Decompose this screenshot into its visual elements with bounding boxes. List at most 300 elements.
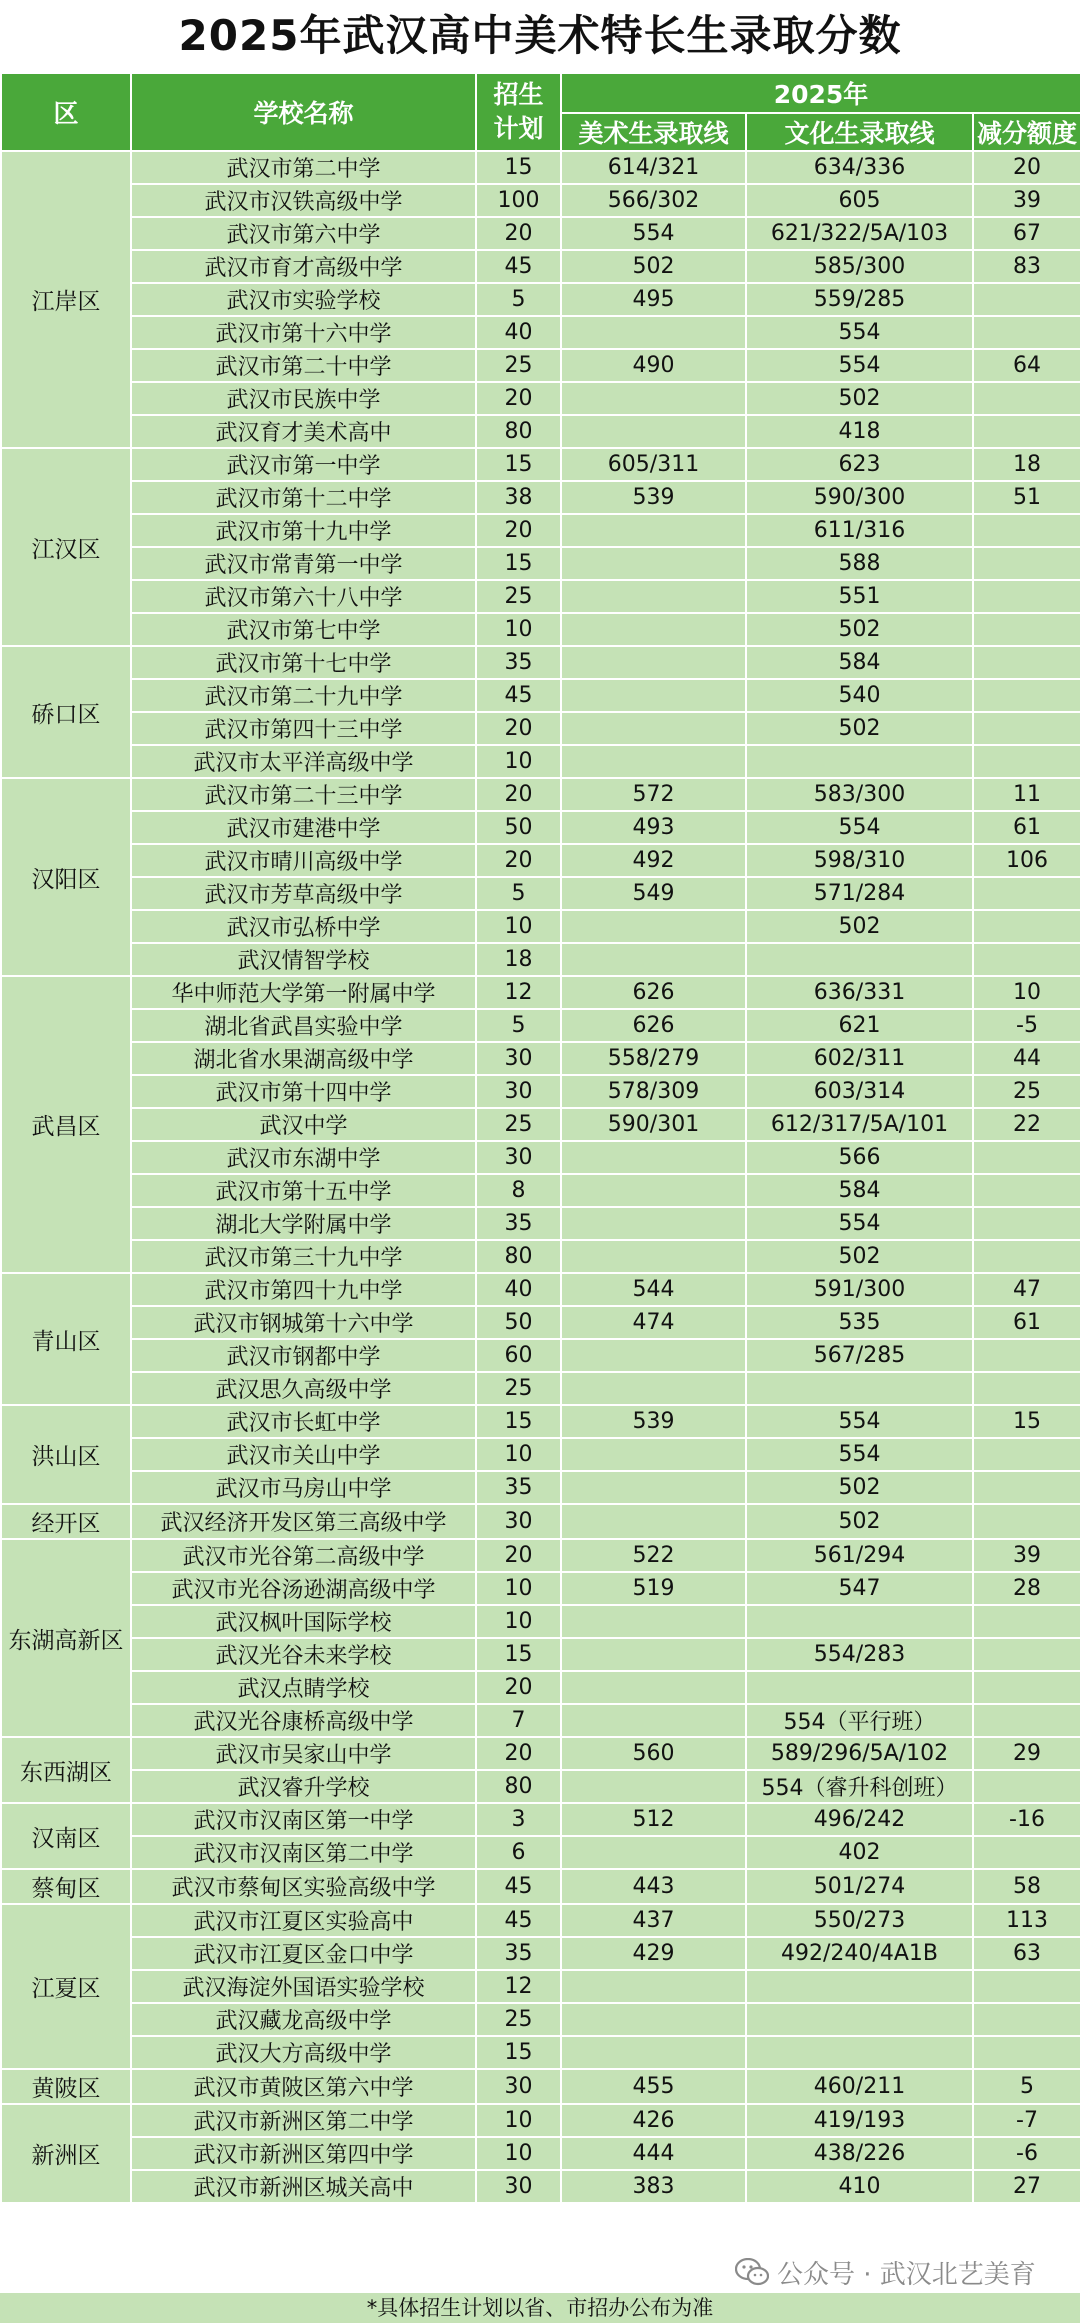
culture-line-cell: 554: [746, 316, 973, 349]
plan-cell: 25: [476, 2003, 561, 2036]
reduction-cell: 67: [973, 217, 1080, 250]
art-line-cell: [561, 514, 746, 547]
plan-cell: 40: [476, 1273, 561, 1306]
culture-line-cell: 502: [746, 1240, 973, 1273]
table-row: [1, 1240, 1080, 1273]
table-row: [1, 382, 1080, 415]
art-line-cell: [561, 943, 746, 976]
culture-line-cell: [746, 1372, 973, 1405]
plan-cell: 15: [476, 151, 561, 184]
art-line-cell: 539: [561, 481, 746, 514]
art-line-cell: 426: [561, 2104, 746, 2137]
culture-line-cell: 501/274: [746, 1869, 973, 1904]
culture-line-cell: 502: [746, 382, 973, 415]
reduction-cell: 61: [973, 1306, 1080, 1339]
reduction-cell: [973, 283, 1080, 316]
reduction-cell: [973, 1471, 1080, 1504]
art-line-cell: 383: [561, 2170, 746, 2203]
culture-line-cell: 567/285: [746, 1339, 973, 1372]
plan-cell: 30: [476, 2170, 561, 2203]
plan-cell: 20: [476, 514, 561, 547]
plan-cell: 80: [476, 415, 561, 448]
table-row: [1, 514, 1080, 547]
art-line-cell: 492: [561, 844, 746, 877]
culture-line-cell: [746, 1671, 973, 1704]
table-row: [1, 712, 1080, 745]
art-line-cell: 605/311: [561, 448, 746, 481]
plan-cell: 45: [476, 1904, 561, 1937]
art-line-cell: 495: [561, 283, 746, 316]
table-row: [1, 976, 1080, 1009]
culture-line-cell: 554: [746, 1405, 973, 1438]
art-line-cell: [561, 1372, 746, 1405]
school-name-cell: 武汉市黄陂区第六中学: [131, 2069, 476, 2104]
school-name-cell: 武汉市民族中学: [131, 382, 476, 415]
district-cell: 武昌区: [1, 976, 131, 1273]
plan-cell: 10: [476, 1438, 561, 1471]
plan-cell: 25: [476, 580, 561, 613]
school-name-cell: 武汉市江夏区金口中学: [131, 1937, 476, 1970]
table-row: [1, 547, 1080, 580]
school-name-cell: 武汉情智学校: [131, 943, 476, 976]
reduction-cell: [973, 1836, 1080, 1869]
art-line-cell: [561, 316, 746, 349]
culture-line-cell: [746, 1970, 973, 2003]
reduction-cell: [973, 910, 1080, 943]
table-row: [1, 745, 1080, 778]
reduction-cell: [973, 415, 1080, 448]
district-cell: 青山区: [1, 1273, 131, 1405]
table-row: [1, 1539, 1080, 1572]
school-name-cell: 湖北省武昌实验中学: [131, 1009, 476, 1042]
table-row: [1, 481, 1080, 514]
plan-cell: 20: [476, 844, 561, 877]
table-row: [1, 1405, 1080, 1438]
plan-cell: 20: [476, 1671, 561, 1704]
culture-line-cell: 603/314: [746, 1075, 973, 1108]
plan-cell: 10: [476, 910, 561, 943]
art-line-cell: [561, 745, 746, 778]
table-row: [1, 1075, 1080, 1108]
table-row: [1, 2104, 1080, 2137]
culture-line-cell: 584: [746, 1174, 973, 1207]
table-row: [1, 283, 1080, 316]
reduction-cell: 10: [973, 976, 1080, 1009]
school-name-cell: 武汉大方高级中学: [131, 2036, 476, 2069]
culture-line-cell: 598/310: [746, 844, 973, 877]
culture-line-cell: 554: [746, 811, 973, 844]
table-row: [1, 1273, 1080, 1306]
table-row: [1, 679, 1080, 712]
art-line-cell: [561, 1671, 746, 1704]
district-cell: 黄陂区: [1, 2069, 131, 2104]
reduction-cell: [973, 1605, 1080, 1638]
art-line-cell: 512: [561, 1803, 746, 1836]
reduction-cell: [973, 1372, 1080, 1405]
art-line-cell: 444: [561, 2137, 746, 2170]
plan-cell: 30: [476, 1504, 561, 1539]
plan-cell: 38: [476, 481, 561, 514]
plan-cell: 30: [476, 1141, 561, 1174]
culture-line-cell: [746, 1605, 973, 1638]
plan-cell: 10: [476, 745, 561, 778]
art-line-cell: [561, 646, 746, 679]
school-name-cell: 武汉市第十五中学: [131, 1174, 476, 1207]
school-name-cell: 武汉市关山中学: [131, 1438, 476, 1471]
reduction-cell: [973, 745, 1080, 778]
header-district: 区: [1, 73, 131, 151]
school-name-cell: 武汉市长虹中学: [131, 1405, 476, 1438]
school-name-cell: 武汉市太平洋高级中学: [131, 745, 476, 778]
district-cell: 蔡甸区: [1, 1869, 131, 1904]
culture-line-cell: 554（平行班）: [746, 1704, 973, 1737]
plan-cell: 35: [476, 1471, 561, 1504]
reduction-cell: [973, 382, 1080, 415]
culture-line-cell: [746, 745, 973, 778]
table-row: [1, 1836, 1080, 1869]
table-row: [1, 1869, 1080, 1904]
school-name-cell: 武汉光谷康桥高级中学: [131, 1704, 476, 1737]
table-row: [1, 2036, 1080, 2069]
plan-cell: 30: [476, 2069, 561, 2104]
reduction-cell: [973, 1770, 1080, 1803]
plan-cell: 10: [476, 2137, 561, 2170]
district-cell: 硚口区: [1, 646, 131, 778]
culture-line-cell: 585/300: [746, 250, 973, 283]
art-line-cell: [561, 1504, 746, 1539]
table-row: [1, 1970, 1080, 2003]
school-name-cell: 武汉市蔡甸区实验高级中学: [131, 1869, 476, 1904]
reduction-cell: 51: [973, 481, 1080, 514]
school-name-cell: 武汉市第四十三中学: [131, 712, 476, 745]
reduction-cell: 39: [973, 1539, 1080, 1572]
table-row: [1, 910, 1080, 943]
table-row: [1, 778, 1080, 811]
table-row: [1, 1471, 1080, 1504]
reduction-cell: [973, 1141, 1080, 1174]
school-name-cell: 湖北省水果湖高级中学: [131, 1042, 476, 1075]
plan-cell: 10: [476, 613, 561, 646]
district-cell: 江岸区: [1, 151, 131, 448]
school-name-cell: 武汉市第二十中学: [131, 349, 476, 382]
admission-table: [0, 72, 1080, 2204]
district-cell: 东西湖区: [1, 1737, 131, 1803]
table-row: [1, 151, 1080, 184]
school-name-cell: 武汉市汉铁高级中学: [131, 184, 476, 217]
reduction-cell: [973, 1970, 1080, 2003]
reduction-cell: 25: [973, 1075, 1080, 1108]
culture-line-cell: 554: [746, 1207, 973, 1240]
culture-line-cell: 621: [746, 1009, 973, 1042]
plan-cell: 6: [476, 1836, 561, 1869]
school-name-cell: 武汉市汉南区第一中学: [131, 1803, 476, 1836]
plan-cell: 20: [476, 712, 561, 745]
reduction-cell: [973, 2003, 1080, 2036]
plan-cell: 8: [476, 1174, 561, 1207]
school-name-cell: 武汉市第十二中学: [131, 481, 476, 514]
table-row: [1, 844, 1080, 877]
plan-cell: 15: [476, 2036, 561, 2069]
district-cell: 汉阳区: [1, 778, 131, 976]
school-name-cell: 武汉市常青第一中学: [131, 547, 476, 580]
art-line-cell: 522: [561, 1539, 746, 1572]
culture-line-cell: 502: [746, 1471, 973, 1504]
art-line-cell: 626: [561, 976, 746, 1009]
art-line-cell: [561, 613, 746, 646]
reduction-cell: -5: [973, 1009, 1080, 1042]
culture-line-cell: 611/316: [746, 514, 973, 547]
art-line-cell: 626: [561, 1009, 746, 1042]
plan-cell: 3: [476, 1803, 561, 1836]
reduction-cell: [973, 1638, 1080, 1671]
culture-line-cell: 602/311: [746, 1042, 973, 1075]
plan-cell: 10: [476, 1605, 561, 1638]
page-title: 2025年武汉高中美术特长生录取分数: [178, 11, 902, 60]
table-row: [1, 1605, 1080, 1638]
plan-cell: 10: [476, 2104, 561, 2137]
art-line-cell: 560: [561, 1737, 746, 1770]
school-name-cell: 武汉枫叶国际学校: [131, 1605, 476, 1638]
plan-cell: 5: [476, 1009, 561, 1042]
culture-line-cell: 551: [746, 580, 973, 613]
reduction-cell: [973, 2036, 1080, 2069]
school-name-cell: 武汉市江夏区实验高中: [131, 1904, 476, 1937]
culture-line-cell: 634/336: [746, 151, 973, 184]
culture-line-cell: 419/193: [746, 2104, 973, 2137]
header-culture-line: 文化生录取线: [746, 113, 973, 151]
school-name-cell: 武汉思久高级中学: [131, 1372, 476, 1405]
reduction-cell: 64: [973, 349, 1080, 382]
school-name-cell: 武汉市新洲区第四中学: [131, 2137, 476, 2170]
table-row: [1, 1438, 1080, 1471]
culture-line-cell: 547: [746, 1572, 973, 1605]
culture-line-cell: 550/273: [746, 1904, 973, 1937]
footer-note: *具体招生计划以省、市招办公布为准: [0, 2293, 1080, 2323]
header-year: 2025年: [561, 73, 1080, 113]
reduction-cell: [973, 877, 1080, 910]
plan-cell: 100: [476, 184, 561, 217]
art-line-cell: 578/309: [561, 1075, 746, 1108]
reduction-cell: -6: [973, 2137, 1080, 2170]
school-name-cell: 华中师范大学第一附属中学: [131, 976, 476, 1009]
culture-line-cell: 571/284: [746, 877, 973, 910]
plan-cell: 45: [476, 679, 561, 712]
school-name-cell: 武汉市东湖中学: [131, 1141, 476, 1174]
plan-cell: 80: [476, 1770, 561, 1803]
school-name-cell: 武汉市第二中学: [131, 151, 476, 184]
plan-cell: 15: [476, 1405, 561, 1438]
school-name-cell: 武汉市吴家山中学: [131, 1737, 476, 1770]
school-name-cell: 武汉市晴川高级中学: [131, 844, 476, 877]
reduction-cell: [973, 712, 1080, 745]
art-line-cell: 490: [561, 349, 746, 382]
reduction-cell: [973, 1671, 1080, 1704]
table-row: [1, 2137, 1080, 2170]
school-name-cell: 武汉育才美术高中: [131, 415, 476, 448]
table-row: [1, 415, 1080, 448]
table-row: [1, 349, 1080, 382]
school-name-cell: 湖北大学附属中学: [131, 1207, 476, 1240]
culture-line-cell: 554: [746, 1438, 973, 1471]
reduction-cell: [973, 1207, 1080, 1240]
school-name-cell: 武汉睿升学校: [131, 1770, 476, 1803]
plan-cell: 80: [476, 1240, 561, 1273]
table-row: [1, 580, 1080, 613]
table-body: [1, 151, 1080, 2203]
art-line-cell: [561, 1141, 746, 1174]
school-name-cell: 武汉市育才高级中学: [131, 250, 476, 283]
art-line-cell: [561, 1240, 746, 1273]
culture-line-cell: 502: [746, 1504, 973, 1539]
art-line-cell: [561, 2003, 746, 2036]
art-line-cell: 443: [561, 1869, 746, 1904]
school-name-cell: 武汉市建港中学: [131, 811, 476, 844]
plan-cell: 15: [476, 448, 561, 481]
plan-cell: 45: [476, 1869, 561, 1904]
school-name-cell: 武汉点睛学校: [131, 1671, 476, 1704]
plan-cell: 35: [476, 1937, 561, 1970]
school-name-cell: 武汉市弘桥中学: [131, 910, 476, 943]
table-row: [1, 1504, 1080, 1539]
school-name-cell: 武汉市第一中学: [131, 448, 476, 481]
plan-cell: 50: [476, 811, 561, 844]
culture-line-cell: 591/300: [746, 1273, 973, 1306]
plan-cell: 35: [476, 1207, 561, 1240]
table-row: [1, 613, 1080, 646]
table-row: [1, 943, 1080, 976]
table-row: [1, 1572, 1080, 1605]
school-name-cell: 武汉中学: [131, 1108, 476, 1141]
culture-line-cell: 554: [746, 349, 973, 382]
district-cell: 洪山区: [1, 1405, 131, 1504]
reduction-cell: 113: [973, 1904, 1080, 1937]
table-row: [1, 646, 1080, 679]
table-row: [1, 877, 1080, 910]
art-line-cell: [561, 1339, 746, 1372]
plan-cell: 12: [476, 1970, 561, 2003]
reduction-cell: 5: [973, 2069, 1080, 2104]
district-cell: 东湖高新区: [1, 1539, 131, 1737]
art-line-cell: [561, 580, 746, 613]
reduction-cell: 58: [973, 1869, 1080, 1904]
culture-line-cell: [746, 2036, 973, 2069]
plan-cell: 15: [476, 1638, 561, 1671]
plan-cell: 30: [476, 1042, 561, 1075]
culture-line-cell: 460/211: [746, 2069, 973, 2104]
district-cell: 江汉区: [1, 448, 131, 646]
reduction-cell: [973, 547, 1080, 580]
reduction-cell: 11: [973, 778, 1080, 811]
table-row: [1, 1141, 1080, 1174]
reduction-cell: [973, 316, 1080, 349]
school-name-cell: 武汉市汉南区第二中学: [131, 1836, 476, 1869]
school-name-cell: 武汉市第三十九中学: [131, 1240, 476, 1273]
table-row: [1, 1937, 1080, 1970]
plan-cell: 25: [476, 1108, 561, 1141]
table-row: [1, 217, 1080, 250]
reduction-cell: 63: [973, 1937, 1080, 1970]
reduction-cell: [973, 613, 1080, 646]
art-line-cell: [561, 679, 746, 712]
art-line-cell: [561, 1438, 746, 1471]
art-line-cell: 544: [561, 1273, 746, 1306]
reduction-cell: 61: [973, 811, 1080, 844]
culture-line-cell: 612/317/5A/101: [746, 1108, 973, 1141]
art-line-cell: [561, 1770, 746, 1803]
district-cell: 江夏区: [1, 1904, 131, 2069]
culture-line-cell: 496/242: [746, 1803, 973, 1836]
culture-line-cell: 566: [746, 1141, 973, 1174]
reduction-cell: [973, 943, 1080, 976]
school-name-cell: 武汉市芳草高级中学: [131, 877, 476, 910]
art-line-cell: 519: [561, 1572, 746, 1605]
culture-line-cell: 402: [746, 1836, 973, 1869]
header-school: 学校名称: [131, 73, 476, 151]
table-row: [1, 1339, 1080, 1372]
art-line-cell: [561, 1174, 746, 1207]
reduction-cell: [973, 1704, 1080, 1737]
school-name-cell: 武汉市第六中学: [131, 217, 476, 250]
school-name-cell: 武汉市钢都中学: [131, 1339, 476, 1372]
culture-line-cell: 561/294: [746, 1539, 973, 1572]
reduction-cell: [973, 580, 1080, 613]
art-line-cell: 502: [561, 250, 746, 283]
reduction-cell: 44: [973, 1042, 1080, 1075]
reduction-cell: -7: [973, 2104, 1080, 2137]
table-row: [1, 1638, 1080, 1671]
culture-line-cell: 559/285: [746, 283, 973, 316]
culture-line-cell: 623: [746, 448, 973, 481]
culture-line-cell: 554/283: [746, 1638, 973, 1671]
plan-cell: 20: [476, 1737, 561, 1770]
art-line-cell: [561, 910, 746, 943]
culture-line-cell: 418: [746, 415, 973, 448]
culture-line-cell: 590/300: [746, 481, 973, 514]
table-row: [1, 1704, 1080, 1737]
school-name-cell: 武汉市钢城第十六中学: [131, 1306, 476, 1339]
art-line-cell: 558/279: [561, 1042, 746, 1075]
school-name-cell: 武汉市第十九中学: [131, 514, 476, 547]
reduction-cell: [973, 1504, 1080, 1539]
culture-line-cell: [746, 2003, 973, 2036]
reduction-cell: [973, 514, 1080, 547]
art-line-cell: 549: [561, 877, 746, 910]
culture-line-cell: 621/322/5A/103: [746, 217, 973, 250]
art-line-cell: [561, 1638, 746, 1671]
school-name-cell: 武汉市新洲区第二中学: [131, 2104, 476, 2137]
art-line-cell: [561, 382, 746, 415]
table-row: [1, 811, 1080, 844]
table-row: [1, 1737, 1080, 1770]
art-line-cell: [561, 415, 746, 448]
reduction-cell: 27: [973, 2170, 1080, 2203]
plan-cell: 5: [476, 283, 561, 316]
plan-cell: 20: [476, 382, 561, 415]
culture-line-cell: 554（睿升科创班）: [746, 1770, 973, 1803]
culture-line-cell: 589/296/5A/102: [746, 1737, 973, 1770]
art-line-cell: [561, 1836, 746, 1869]
school-name-cell: 武汉市第二十九中学: [131, 679, 476, 712]
wechat-icon: [735, 2258, 769, 2286]
watermark: [735, 2254, 1036, 2290]
table-row: [1, 1803, 1080, 1836]
table-row: [1, 1671, 1080, 1704]
plan-cell: 18: [476, 943, 561, 976]
plan-cell: 20: [476, 778, 561, 811]
art-line-cell: 474: [561, 1306, 746, 1339]
table-row: [1, 2170, 1080, 2203]
table-row: [1, 1207, 1080, 1240]
